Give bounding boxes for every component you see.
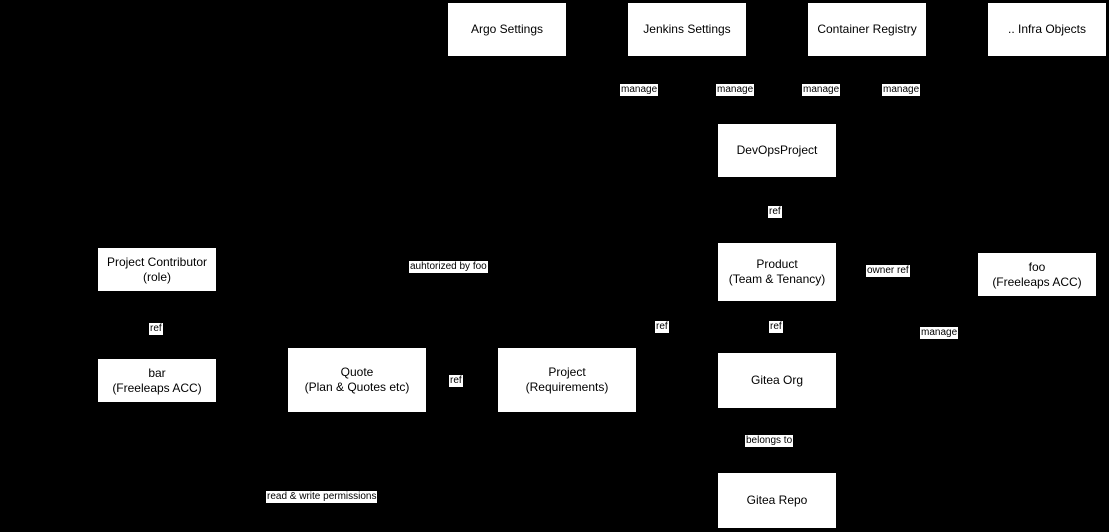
node-product[interactable]: Product (Team & Tenancy) [717,242,837,302]
edge-label-ref-project: ref [656,321,668,332]
node-jenkins-settings[interactable]: Jenkins Settings [627,2,747,57]
node-container-registry[interactable]: Container Registry [807,2,927,57]
edge-label-ref-contributor-bar: ref [150,323,162,334]
node-infra-objects[interactable]: .. Infra Objects [987,2,1107,57]
edge-label-ref-quote-project: ref [450,375,462,386]
node-project-contributor[interactable]: Project Contributor (role) [97,247,217,292]
edge-label-manage-jenkins: manage [717,84,754,95]
edge-label-read-write-permissions: read & write permissions [267,491,377,502]
node-quote[interactable]: Quote (Plan & Quotes etc) [287,347,427,413]
edge-label-manage-argo: manage [621,84,658,95]
edge-label-authorized-by-foo: auhtorized by foo [410,261,487,272]
node-gitea-org[interactable]: Gitea Org [717,352,837,409]
edge-label-manage-infra: manage [883,84,920,95]
node-bar[interactable]: bar (Freeleaps ACC) [97,358,217,403]
edge-label-belongs-to: belongs to [746,435,793,446]
node-project[interactable]: Project (Requirements) [497,347,637,413]
edge-label-ref-product-gitea: ref [770,321,782,332]
node-argo-settings[interactable]: Argo Settings [447,2,567,57]
edge-label-manage-foo: manage [921,327,958,338]
node-devops-project[interactable]: DevOpsProject [717,123,837,178]
node-foo[interactable]: foo (Freeleaps ACC) [977,252,1097,297]
edge-label-ref-devops-product: ref [769,206,781,217]
edge-label-manage-registry: manage [803,84,840,95]
node-gitea-repo[interactable]: Gitea Repo [717,472,837,529]
edge-label-owner-ref: owner ref [867,265,909,276]
